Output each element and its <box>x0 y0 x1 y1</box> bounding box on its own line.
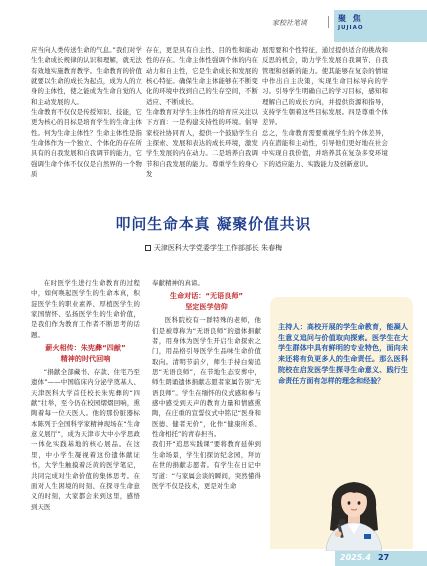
section-heading: 生命对话：“无语良师” <box>169 291 244 301</box>
article-paragraph: 医科院校有一群特殊的老师，他们是被尊称为“无语良师”的遗体捐献者，用身体为医学生开启生命探索之门，用品格引导医学生品味生命价值取向。清明节前夕，师生手持白菊追思“无语良师”，在节地生态安葬中，师生朗诵遗体捐献志愿者家属告别“无语良师”。学生在缅怀的仪式感和参与感中感受到天声的教育力量和情感熏陶，在庄重的宣誓仪式中铭记“医身和医德、健者无价”，化作“健康所系、性命相托”的青春担当。 我们开“追思实践课”要将教育延伸到生命场景，学生们探访纪念园，拜访在世的捐献志愿者。有学生在日记中写道：“与家属会谈的瞬间，突然懂得医学不仅是技术，更是对生命 <box>152 316 261 490</box>
host-label: 主持人： <box>278 322 307 331</box>
issue-number: 2025.4 <box>340 553 371 562</box>
column-title: 聚 焦 <box>338 14 363 23</box>
article-paragraph: 奉献精神的真谛。 <box>152 279 204 287</box>
article-paragraph: 在时医学生进行生命教育的过程中，如何唤起医学生的生命本真，积淀医学生的职业素养、厚植医学生的家国情怀、弘扬医学生的生命价值，是我们作为教育工作者不断思考的话题。 <box>31 279 140 339</box>
top-column-3: 展需要和个性特征，通过提供适合的挑战和反思的机会，助力学生发展自我调节、自我管理和创新的能力。使其能够在复杂的情境中作出自主决策，实现生命目标导向的学习。引导学生明确自己的学习目标，感知和理解自己的成长方向，并提供资源和指导，支持学生朝着这些目标发展。四是尊重个体差异。 总之，生命教育需要重视学生的个体差异，内在潜能和主动性，引导他们更好地在社会中实现自我价值，并培养其在复杂多变环境下的适应能力、实践能力及创新意识。 <box>262 46 388 168</box>
top-column-1: 应当向人类传送生命的气息。”我们对学生生命成长规律的认识和理解，就无法有效地实施教育教学。生命教育的价值就要以生命的成长为起点，成为人的立身的主体性，使之能成为生命自觉的人和主动发展的人。 生命教育不仅仅是传授知识、技能，它更为核心的目标是培育学生的生命主体性。何为生命主体性？生命主体性是指生命体作为一个独立、个体化的存在所具有的自我发展和自我调节的能力，它强调生命个体不仅仅是自然界的一个物质 <box>31 46 142 179</box>
byline-text: 天津医科大学党委学生工作部部长 朱春梅 <box>153 244 283 252</box>
byline-square-icon <box>145 245 151 251</box>
section-heading-line-2: 精神的时代回响 <box>60 353 111 363</box>
article-paragraph: “捐献全部藏书、存款、住宅乃至遗体”——中国临床内分泌学奠基人、天津医科大学首任校长朱宪彝的“四献”壮举，至今仍在校园熠熠回响，熏陶着每一位天医人。他的那份脏器标本陈列于全国科学家精神现场在“生命意义展厅”，成为天津市大中小学思政一体化实践基地的核心展品。在这里，中小学生凝视着这份遗体献证书，大学生触摸着泛黄的医学笔记，共同完成对生命价值的集体思考。在面对人生困境的时刻、在探寻生命意义的时刻，大家都会来到这里，感悟到天医 <box>31 368 140 511</box>
article-column-1 <box>31 278 140 512</box>
host-illustration <box>318 478 390 551</box>
host-quote-text: 高校开展的学生命教育，能凝人生意义追问与价值取向探索。医学生在大学生群体中具有鲜明的专业特色，面向未来还将有负更多人的生命责任。那么医科院校在启发医学生探寻生命意义、践行生命责任方面有怎样的理念和经验？ <box>278 322 409 385</box>
section-heading-line-2: 坚定医学信仰 <box>185 301 228 311</box>
top-column-2: 存在，更是具有自主性、目的性和能动性的存在。生命主体性强调个体的内在动力和自主性，它是生命成长和发展的核心特征。确保生命主体能够在不断变化的环境中找到自己的生存空间，不断适应、不断成长。 生命教育对学生主体性的培育应关注以下方面：一是构建支持性的环境。倡导家校社协同育人，提供一个鼓励学生自主探索、发展和表达的成长环境，激发学生发展的内在动力。二是培养自我调节和自我发展的能力。尊重学生的身心发 <box>146 46 258 179</box>
page-number: 27 <box>378 553 390 562</box>
section-heading: 薪火相传：朱宪彝“四献” <box>45 343 126 353</box>
column-title-en: JUJIAO <box>338 25 364 31</box>
section-label: 家校社笔谈 <box>272 19 307 27</box>
article-column-2 <box>152 278 261 491</box>
host-quote <box>278 322 408 386</box>
byline <box>0 243 427 253</box>
header-divider <box>328 16 329 28</box>
article-headline: 叩问生命本真 凝聚价值共识 <box>115 216 312 233</box>
